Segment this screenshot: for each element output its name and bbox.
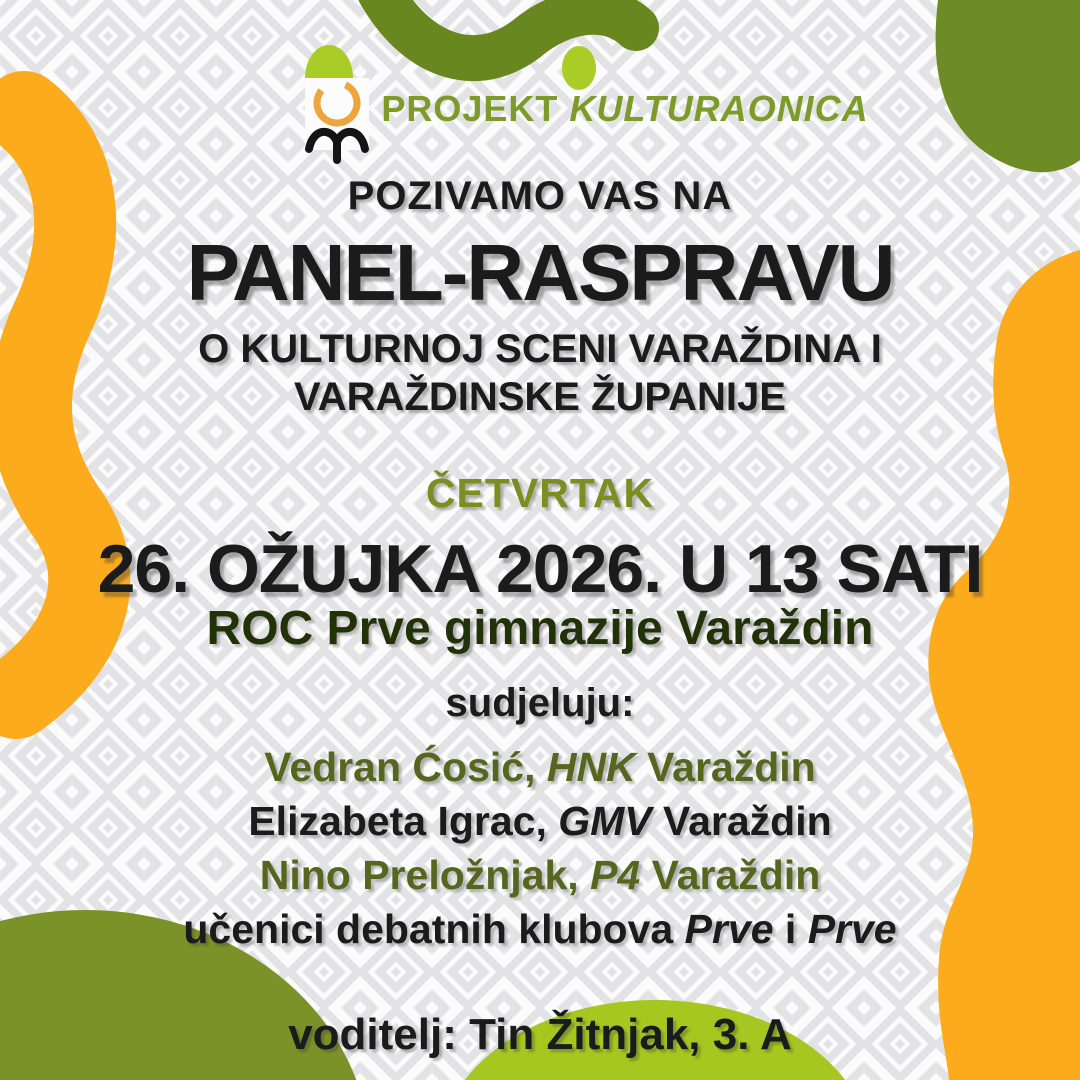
- event-subtitle-line1: O KULTURNOJ SCENI VARAŽDINA I: [198, 327, 882, 371]
- participant-line: [0, 848, 1080, 902]
- lime-dot-shape: [562, 46, 596, 90]
- participant-text: Nino Preložnjak,: [259, 852, 591, 898]
- participant-text: Varaždin: [635, 744, 816, 790]
- participant-text: Varaždin: [640, 852, 821, 898]
- event-day: ČETVRTAK: [425, 470, 655, 516]
- participant-text: Elizabeta Igrac,: [248, 798, 559, 844]
- participant-org-abbrev: HNK: [546, 744, 636, 790]
- participant-org-abbrev: P4: [590, 852, 641, 898]
- event-subtitle-line2: VARAŽDINSKE ŽUPANIJE: [294, 375, 786, 419]
- participants-label: sudjeluju:: [445, 681, 635, 725]
- brand-prefix: PROJEKT: [381, 88, 559, 129]
- brand-title: [170, 88, 1080, 130]
- event-title: PANEL-RASPRAVU: [186, 228, 894, 317]
- event-venue: ROC Prve gimnazije Varaždin: [206, 602, 874, 655]
- participant-org-abbrev: Prve: [684, 906, 774, 952]
- intro-text: POZIVAMO VAS NA: [347, 174, 733, 218]
- moderator-text: voditelj: Tin Žitnjak, 3. A: [288, 1010, 792, 1059]
- participant-org-abbrev: GMV: [558, 798, 652, 844]
- participant-text: Varaždin: [651, 798, 832, 844]
- participant-line: [0, 740, 1080, 794]
- participant-org-abbrev: Prve: [807, 906, 897, 952]
- participant-line: [0, 902, 1080, 956]
- participant-text: Vedran Ćosić,: [264, 744, 547, 790]
- participant-text: i: [773, 906, 808, 952]
- brand-name: KULTURAONICA: [569, 88, 869, 129]
- event-datetime: 26. OŽUJKA 2026. U 13 SATI: [97, 531, 983, 607]
- participant-line: [0, 794, 1080, 848]
- participants-list: [0, 740, 1080, 956]
- participant-text: učenici debatnih klubova: [183, 906, 685, 952]
